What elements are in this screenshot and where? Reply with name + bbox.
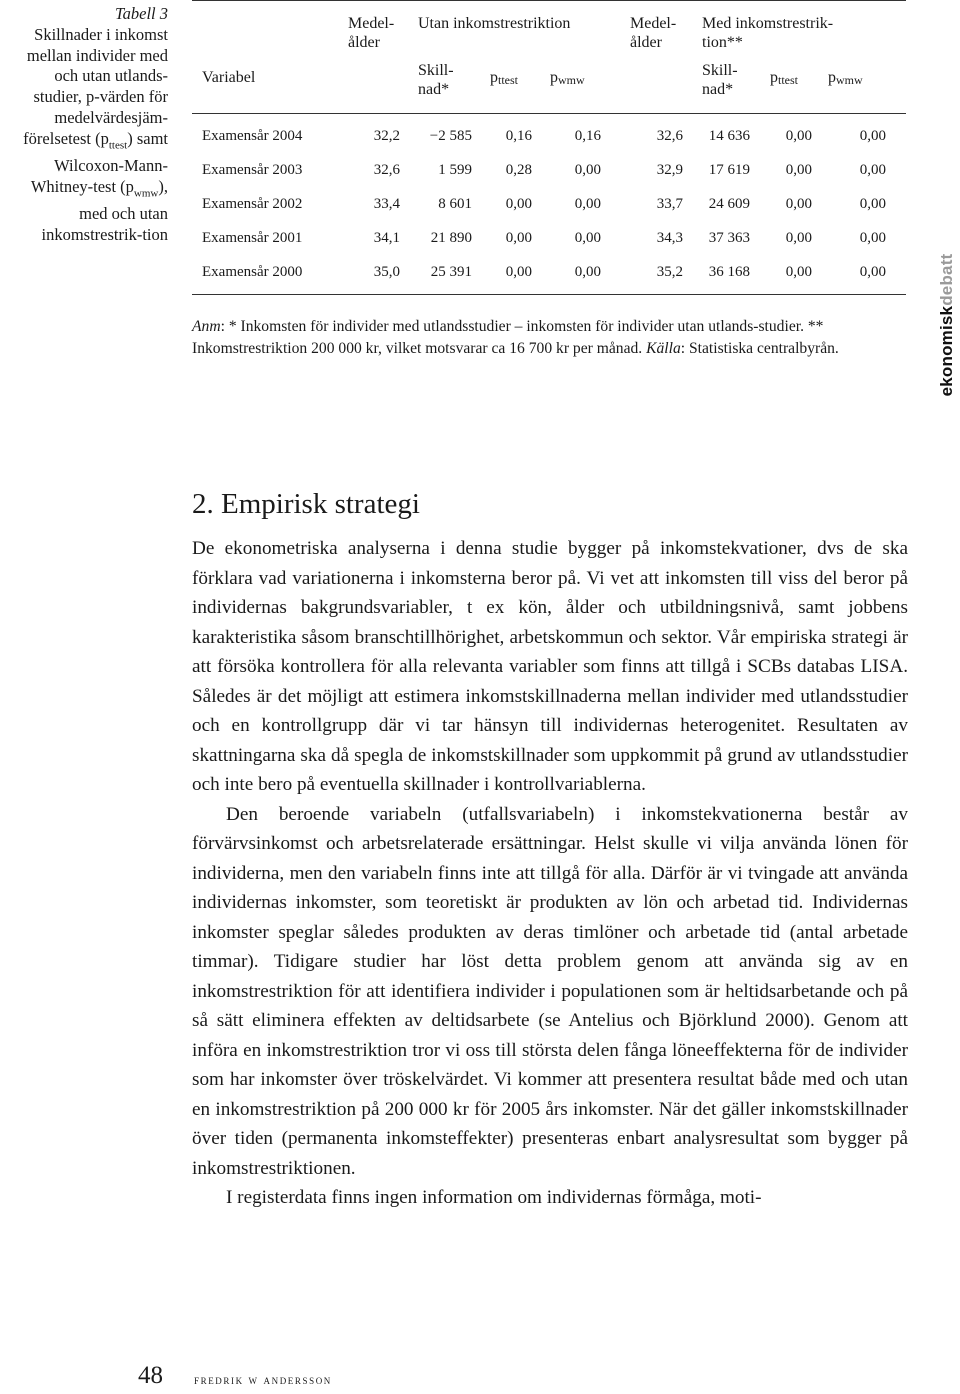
table-label: Tabell 3: [114, 4, 168, 23]
table-row: Examensår 2000 35,0 25 391 0,00 0,00 35,2 36 168 0,00 0,00: [202, 264, 886, 280]
table-caption: [8, 4, 168, 245]
table-header-rule: [192, 113, 906, 114]
header-pwmw-2: pwmw: [828, 69, 863, 87]
header-medelalder-2: Medel- ålder: [630, 15, 677, 51]
table-row: Examensår 2001 34,1 21 890 0,00 0,00 34,3 37 363 0,00 0,00: [202, 230, 886, 246]
journal-logo: ekonomiskdebatt: [937, 253, 956, 396]
header-med-inkomstrestriktion: Med inkomstrestrik- tion**: [702, 15, 834, 51]
header-variabel: Variabel: [202, 69, 256, 86]
header-skillnad-1: Skill- nad*: [418, 62, 454, 98]
header-skillnad-2: Skill- nad*: [702, 62, 738, 98]
header-pwmw-1: pwmw: [550, 69, 585, 87]
table-row: Examensår 2004 32,2 −2 585 0,16 0,16 32,6 14 636 0,00 0,00: [202, 128, 886, 144]
table-bottom-rule: [192, 294, 906, 295]
paragraph: I registerdata finns ingen information om individernas förmåga, moti-: [226, 1187, 762, 1208]
header-pttest-1: pttest: [490, 69, 518, 87]
table-top-rule: [192, 0, 906, 1]
paragraph: De ekonometriska analyserna i denna studie bygger på inkomstekvationer, dvs de ska förklara vad variationerna i inkomsterna beror på. Vi vet att inkomsten till viss del beror på individernas bakgrundsvariabler, t ex kön, ålder och utbildningsnivå, samt jobbens karakteristika såsom branschtillhörighet, arbetskommun och sektor. Vår empiriska strategi är att försöka kontrollera för alla relevanta variabler som finns att tillgå i SCBs databas LISA. Således är det möjligt att estimera inkomstskillnaderna mellan individer med utlandsstudier och en kontrollgrupp där vi tar hänsyn till individernas heterogenitet. Resultaten av skattningarna ska då spegla de inkomstskillnader som uppkommit på grund av utlandsstudier och inte bero på eventuella skillnader i kontrollvariablerna.: [192, 538, 908, 795]
data-table: [192, 0, 906, 300]
table-row: Examensår 2003 32,6 1 599 0,28 0,00 32,9 17 619 0,00 0,00: [202, 162, 886, 178]
body-text: [192, 534, 908, 1213]
caption-text: Skillnader i inkomst mellan individer med och utan utlands-studier, p-värden för medelvärdesjäm-förelsetest $(p_{ttest})$ samt Wilcoxon-Mann-Whitney-test $(p_{wmw})$, med och utan inkomstrestrik-tion: [23, 24, 168, 244]
table-row: Examensår 2002 33,4 8 601 0,00 0,00 33,7 24 609 0,00 0,00: [202, 196, 886, 212]
header-pttest-2: pttest: [770, 69, 798, 87]
paragraph: Den beroende variabeln (utfallsvariabeln) i inkomstekvationerna består av förvärvsinkomst och arbetsrelaterade ersättningar. Helst skulle vi vilja använda lönen för individerna, men den variabeln finns inte att tillgå för alla. Därför är vi tvingade att använda individernas inkomster, som teoretiskt är produkten av lön och arbetad tid. Individernas inkomster speglar således produkten av deras timlöner och arbetade tid (antal arbetade timmar). Tidigare studier har löst detta problem genom att använda sig av en inkomstrestriktion för att identifiera individer i populationen som är heltidsarbetande och på så sätt eliminera effekten av deltidsarbete (se Antelius och Björklund 2000). Genom att införa en inkomstrestriktion tror vi oss till största delen fånga löneeffekterna för de individer som har inkomster över tröskelvärdet. Vi kommer att presentera resultat både med och utan en inkomstrestriktion på 200 000 kr för 2005 års inkomster. När det gäller inkomstskillnader över tiden (permanenta inkomsteffekter) presenteras enbart analysresultat som bygger på inkomstrestriktionen.: [192, 803, 908, 1179]
table-note: Anm: * Inkomsten för individer med utlandsstudier – inkomsten för individer utan utlands-studier. ** Inkomstrestriktion 200 000 kr, vilket motsvarar ca 16 700 kr per månad. Källa: Statistiska centralbyrån.: [192, 318, 839, 357]
page-number: 48: [138, 1362, 163, 1389]
running-footer-author: fredrik w andersson: [194, 1372, 332, 1387]
section-heading: 2. Empirisk strategi: [192, 488, 420, 520]
header-medelalder-1: Medel- ålder: [348, 15, 395, 51]
header-utan-inkomstrestriktion: Utan inkomstrestriktion: [418, 15, 571, 32]
